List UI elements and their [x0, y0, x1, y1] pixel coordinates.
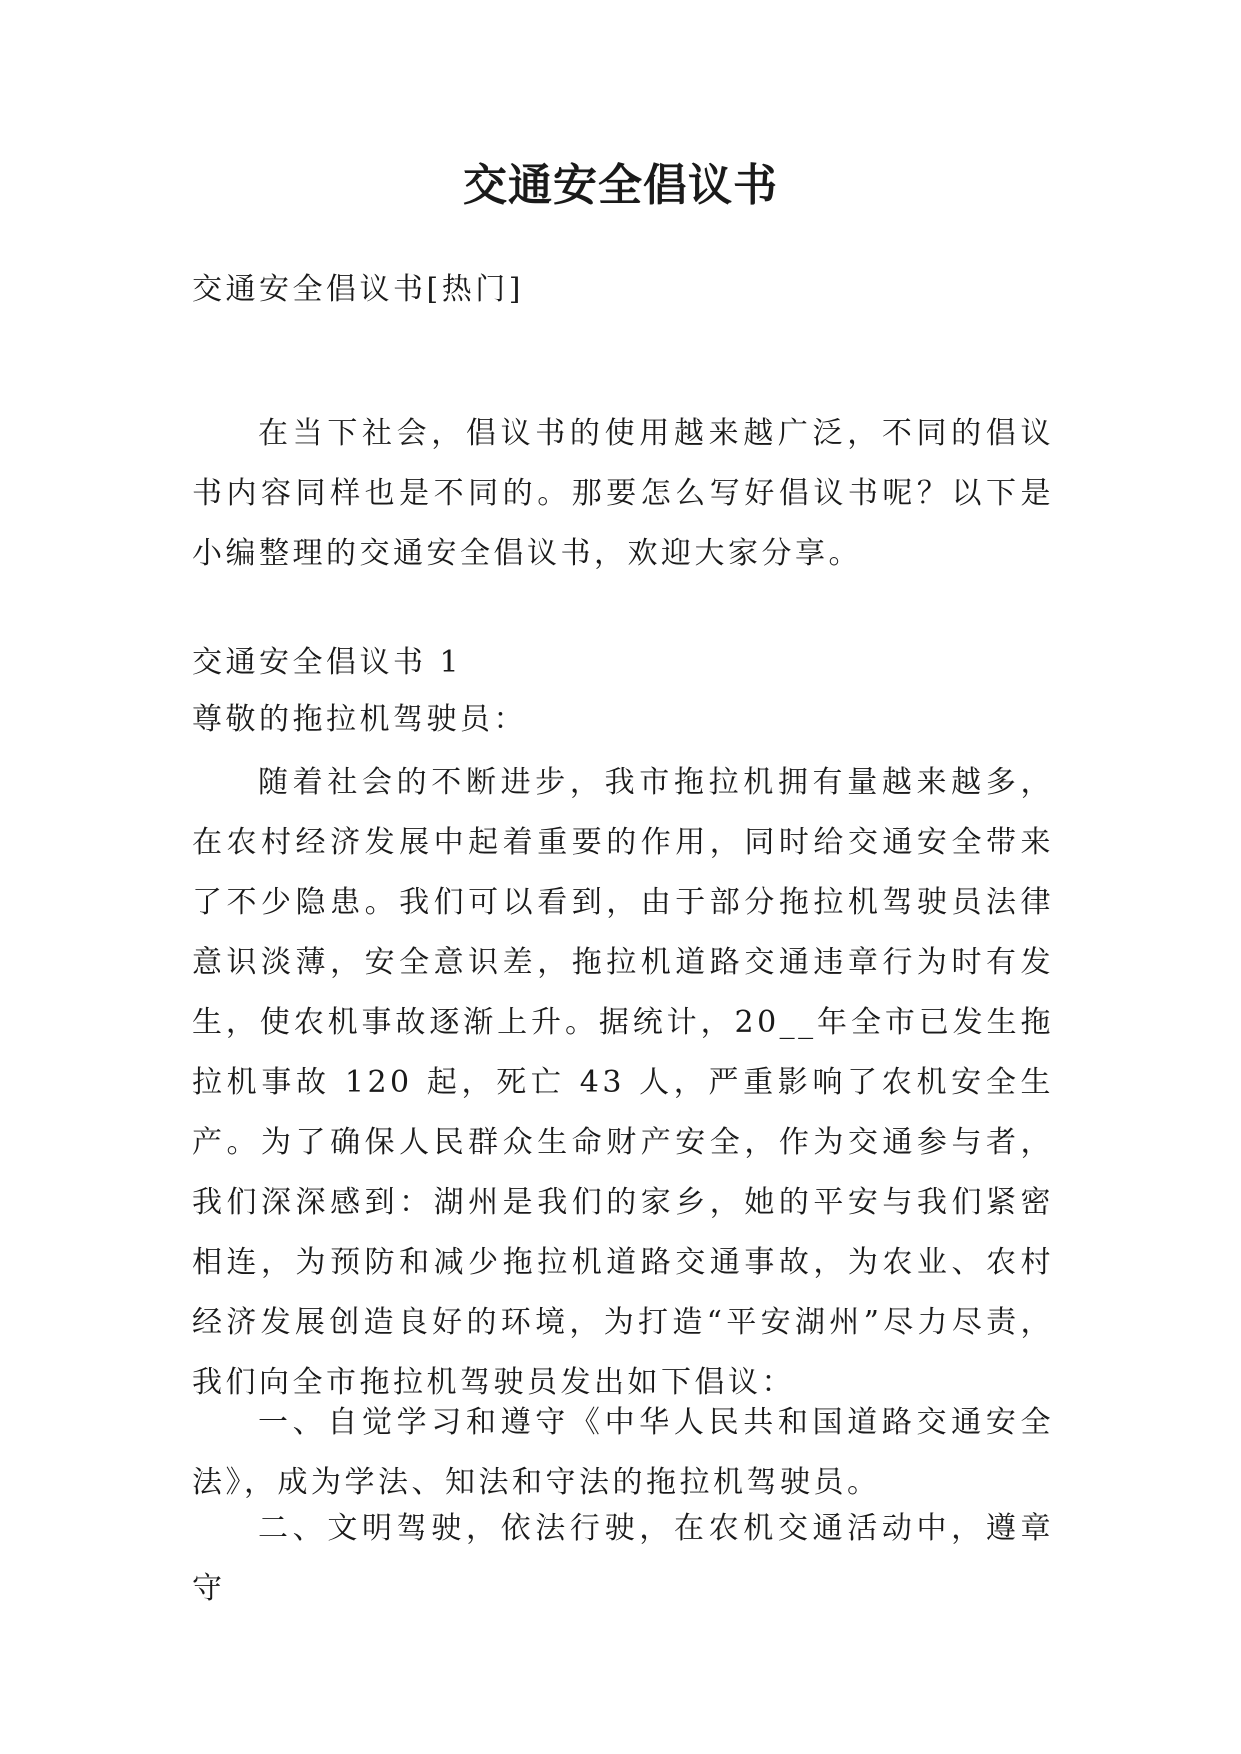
section-heading: 交通安全倡议书 1 — [192, 645, 463, 680]
salutation: 尊敬的拖拉机驾驶员： — [192, 702, 527, 737]
proposal-item-2: 二、文明驾驶，依法行驶，在农机交通活动中，遵章守 — [192, 1511, 1054, 1606]
document-subtitle: 交通安全倡议书[热门] — [192, 272, 524, 307]
document-title: 交通安全倡议书 — [463, 160, 778, 211]
intro-paragraph: 在当下社会，倡议书的使用越来越广泛，不同的倡议书内容同样也是不同的。那要怎么写好倡议书呢？以下是小编整理的交通安全倡议书，欢迎大家分享。 — [192, 416, 1054, 571]
proposal-item-1: 一、自觉学习和遵守《中华人民共和国道路交通安全法》，成为学法、知法和守法的拖拉机驾驶员。 — [192, 1405, 1054, 1500]
body-paragraph: 随着社会的不断进步，我市拖拉机拥有量越来越多，在农村经济发展中起着重要的作用，同时给交通安全带来了不少隐患。我们可以看到，由于部分拖拉机驾驶员法律意识淡薄，安全意识差，拖拉机道路交通违章行为时有发生，使农机事故逐渐上升。据统计，20__年全市已发生拖拉机事故 120 起，死亡 43 人，严重影响了农机安全生产。为了确保人民群众生命财产安全，作为交通参与者，我们深深感到：湖州是我们的家乡，她的平安与我们紧密相连，为预防和减少拖拉机道路交通事故，为农业、农村经济发展创造良好的环境，为打造“平安湖州”尽力尽责，我们向全市拖拉机驾驶员发出如下倡议： — [192, 765, 1054, 1400]
